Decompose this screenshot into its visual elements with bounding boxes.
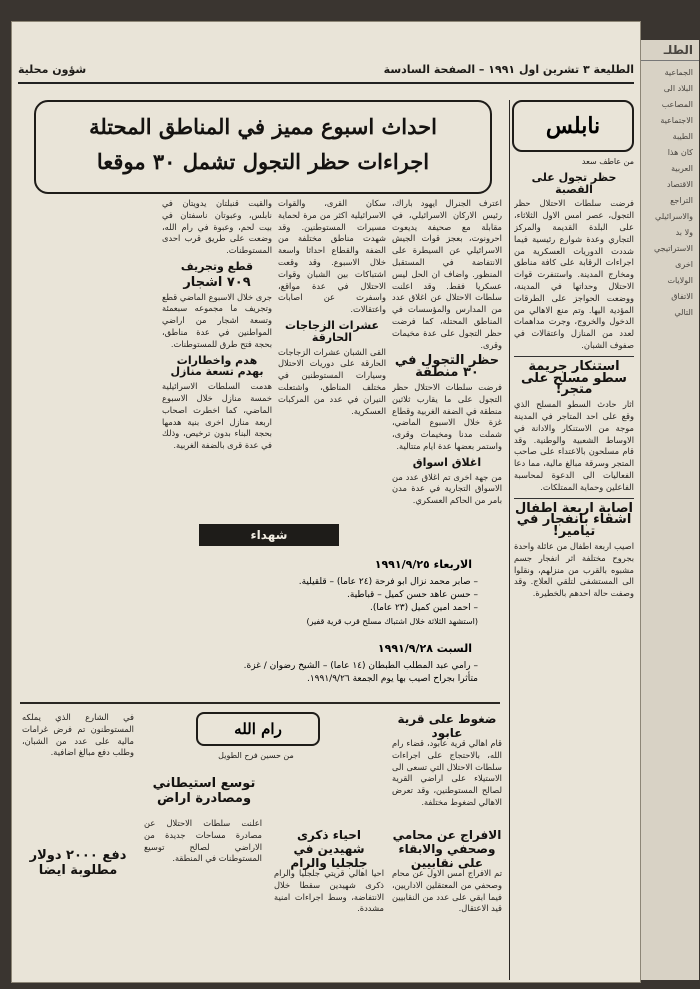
headline-line2: اجراءات حظر التجول تشمل ٣٠ موقعا bbox=[96, 149, 430, 174]
column-4 bbox=[162, 198, 272, 518]
ramallah-headB: الافراج عن محامي وصحفي والابقاء على نقابيين bbox=[392, 828, 502, 870]
martyr-line: – صابر محمد نزال ابو فرحة (٢٤ عاما) – قلقيلية. bbox=[298, 577, 478, 587]
martyrs-date2: السبت ١٩٩١/٩/٢٨ bbox=[377, 642, 472, 655]
masthead bbox=[18, 56, 634, 84]
martyrs-box bbox=[34, 524, 492, 702]
martyr-line: – رامي عبد المطلب الطبطان (١٤ عاما) – الشيخ رضوان / غزة. bbox=[243, 661, 478, 671]
ramallah-byline: من حسين فرح الطويل bbox=[218, 751, 294, 760]
col4-body2: جرى خلال الاسبوع الماضي قطع وتجريف ما مجموعه سبعمئة وتسعة اشجار من اراضي المواطنين في عدة مناطق، بحجة فتح طرق للمستوطنات. bbox=[162, 291, 272, 349]
nablus-subhead3: اصابة اربعة اطفال اشقاء بانفجار في تيامير! bbox=[514, 498, 634, 538]
col2-subhead: حظر التجول في ٣٠ منطقة bbox=[394, 353, 500, 381]
adjacent-line: والاسرائيلي bbox=[655, 212, 693, 221]
adjacent-line: التراجع bbox=[670, 196, 693, 205]
col4-subhead: قطع وتجريف bbox=[180, 259, 254, 273]
adjacent-line: الجماعية bbox=[664, 68, 693, 77]
adjacent-line: الطيبة bbox=[672, 132, 693, 141]
ramallah-headC: احياء ذكرى شهيدين في جلجليا والرام bbox=[290, 828, 368, 870]
adjacent-line: العربية bbox=[671, 164, 693, 173]
nablus-body: فرضت سلطات الاحتلال حظر التجول، عصر امس الاول الثلاثاء، على البلدة القديمة والمركز التجاري وعدة شوارع رئيسية فيما شددت الدوريات العسكرية من اجراءات الرقابة على كافة مناطق ومخارج المدينة. واستنفرت قوات الاحتلال وحداتها في المدينة، ووضعت الحواجز على الطرقات المؤدية اليها. وتم منع الاهالي من الدخول والخروج، وجرت مداهمات لعدد من المنازل واعتقالات في صفوف الشبان. bbox=[514, 198, 634, 350]
adjacent-line: كان هذا bbox=[667, 148, 693, 157]
newspaper-page bbox=[12, 22, 640, 982]
col3-body: سكان القرى، والقوات الاسرائيلية اكثر من مرة لحماية مسيرات المستوطنين. وقد شهدت مناطق مختلفة من الضفة والقطاع احداثا واسعة خلال الاسبوع. وقد وقعت اشتباكات بين الشبان وقوات الاحتلال في عدة مواقع، واسفرت عن اصابات واعتقالات. bbox=[278, 198, 386, 315]
section-divider bbox=[20, 702, 500, 704]
ramallah-title-box: رام الله bbox=[196, 712, 320, 746]
col3-body2: القى الشبان عشرات الزجاجات الحارقة على دوريات الاحتلال وسيارات المستوطنين في مختلف المناطق، واشتعلت النيران في عدد من المركبات العسكرية. bbox=[278, 346, 386, 416]
ramallah-bodyC-text: احيا اهالي قريتي جلجليا والرام ذكرى شهيدين سقطا خلال الانتفاضة، وسط اجراءات امنية مشددة. bbox=[274, 868, 384, 914]
nablus-byline: من عاطف سعد bbox=[581, 157, 634, 166]
adjacent-line: الاقتصاد bbox=[667, 180, 693, 189]
column-3 bbox=[278, 198, 386, 518]
ramallah-bodyC bbox=[274, 868, 384, 978]
nablus-body3: اصيب اربعة اطفال من عائلة واحدة بجروح مختلفة اثر انفجار جسم مشبوه بالقرب من منزلهم، ونقلوا الى المستشفى لتلقي العلاج. وقد وصفت حالة احدهم بالخطيرة. bbox=[514, 540, 634, 599]
nablus-title-box: نابلس bbox=[512, 100, 634, 152]
adjacent-line: الاجتماعية bbox=[660, 116, 693, 125]
col2-subhead2: اغلاق اسواق bbox=[412, 455, 482, 469]
col4-body3: هدمت السلطات الاسرائيلية خمسة منازل خلال الاسبوع الماضي، كما اخطرت اصحاب اربعة منازل اخرى بنية هدمها بحجة البناء بدون ترخيص، وذلك في عدة قرى بالضفة الغربية. bbox=[162, 381, 272, 451]
col2-body3: من جهة اخرى تم اغلاق عدد من الاسواق التجارية في عدة مدن بامر من الحاكم العسكري. bbox=[392, 471, 502, 506]
ramallah-bodyA-text: قام اهالي قرية عابود، قضاء رام الله، بالاحتجاج على اجراءات سلطات الاحتلال التي تسعى الى الاستيلاء على اراضي القرية لصالح المستوطنين، وقد تعرض الاهالي لضغوط مختلفة. bbox=[392, 738, 502, 807]
nablus-column bbox=[514, 156, 634, 982]
col2-body2: فرضت سلطات الاحتلال حظر التجول على ما يقارب ثلاثين منطقة في الضفة الغربية وقطاع غزة خلال الاسبوع الماضي، شملت مدنا ومخيمات وقرى، واستمر بعضها عدة ايام متتالية. bbox=[392, 381, 502, 451]
main-headline-box bbox=[34, 100, 492, 194]
ramallah-bodyE-text: في الشارع الذي يملكه المستوطنون تم فرض غرامات مالية على عدد من الشبان، وطلب دفع مبالغ اضافية. bbox=[22, 712, 134, 758]
section-title: شؤون محلية bbox=[18, 62, 87, 76]
headline-line1: احداث اسبوع مميز في المناطق المحتلة bbox=[89, 114, 437, 139]
ramallah-bodyB-text: تم الافراج امس الاول عن محام وصحفي من المعتقلين الاداريين، فيما ابقي على عدد من النقابيين قيد الاعتقال. bbox=[392, 868, 502, 914]
martyrs-date1: الاربعاء ١٩٩١/٩/٢٥ bbox=[374, 558, 472, 571]
adjacent-line: اخرى bbox=[675, 260, 693, 269]
ramallah-headE: دفع ٢٠٠٠ دولار مطلوبة ايضا bbox=[29, 848, 127, 878]
martyrs-lines2 bbox=[58, 660, 478, 686]
adjacent-line: الاتفاق bbox=[671, 292, 693, 301]
nablus-subhead: حظر تجول على القصبة bbox=[531, 170, 617, 196]
martyr-line: (استشهد الثلاثة خلال اشتباك مسلح قرب قرية قفير) bbox=[306, 617, 478, 626]
col2-body: اعترف الجنرال ايهود باراك، رئيس الاركان الاسرائيلي، في مقابلة مع صحيفة يديعوت احرونوت، بعجز قوات الجيش الاسرائيلي عن السيطرة على الانتفاضة في المستقبل المنظور. واضاف ان الحل ليس عسكريا فقط. وقد اعلنت سلطات الاحتلال عن اغلاق عدد من المدارس والمؤسسات في المناطق المحتلة، كما فرضت حظر التجول على عدة مخيمات وقرى. bbox=[392, 198, 502, 350]
col4-body: والقيت قنبلتان يدويتان في نابلس، وعبوتان ناسفتان في بيت لحم، وعبوة في رام الله، وضعت على طريق قرب احدى المستوطنات. bbox=[162, 198, 272, 256]
martyrs-lines1 bbox=[178, 576, 478, 628]
adjacent-line: البلاد الى bbox=[663, 84, 693, 93]
col4-subhead-big: ٧٠٩ اشجار bbox=[183, 274, 251, 290]
ramallah-headD: توسع استيطاني ومصادرة اراض bbox=[152, 776, 256, 806]
col3-subhead: عشرات الزجاجات الحارقة bbox=[284, 318, 380, 344]
ramallah-bodyD-text: اعلنت سلطات الاحتلال عن مصادرة مساحات جديدة من الاراضي لصالح توسيع المستوطنات في المنطقة. bbox=[144, 818, 262, 864]
col4-subhead2: هدم واخطارات بهدم تسعة منازل bbox=[170, 353, 264, 379]
adjacent-line: الاستراتيجي bbox=[653, 244, 693, 253]
ramallah-bodyD bbox=[144, 818, 262, 978]
ramallah-bodyE bbox=[22, 712, 134, 812]
martyr-line: – حسن عاهد حسن كميل – قباطية. bbox=[347, 590, 478, 600]
adjacent-page-masthead: الطلـ bbox=[637, 40, 699, 61]
ramallah-bodyB bbox=[392, 868, 502, 978]
adjacent-page bbox=[636, 40, 699, 980]
adjacent-line: المصاعب bbox=[661, 100, 693, 109]
adjacent-line: التالي bbox=[674, 308, 693, 317]
adjacent-line: الولايات bbox=[667, 276, 693, 285]
nablus-subhead2: استنكار جريمة سطو مسلح على متجر! bbox=[514, 356, 634, 396]
ramallah-headA: ضغوط على قرية عابود bbox=[397, 712, 497, 740]
martyr-line: متأثرا بجراح اصيب بها يوم الجمعة ١٩٩١/٩/٢٦. bbox=[306, 674, 478, 684]
martyr-line: – احمد امين كميل (٢٣ عاما). bbox=[370, 603, 478, 613]
column-divider bbox=[509, 100, 510, 980]
ramallah-bodyA bbox=[392, 738, 502, 822]
edition-line: الطليعة ٣ تشرين اول ١٩٩١ – الصفحة السادسة bbox=[383, 62, 634, 76]
nablus-body2: اثار حادث السطو المسلح الذي وقع على احد المتاجر في المدينة موجة من الاستنكار والادانة في الاوساط الشعبية والوطنية. وقد قام مسلحون بالاعتداء على صاحب المتجر وسرقة مبالغ مالية، مما دعا الفعاليات الى الدعوة لمحاسبة الفاعلين وحماية الممتلكات. bbox=[514, 399, 634, 492]
martyrs-band: شهداء bbox=[199, 524, 339, 546]
adjacent-line: ولا بد bbox=[675, 228, 693, 237]
